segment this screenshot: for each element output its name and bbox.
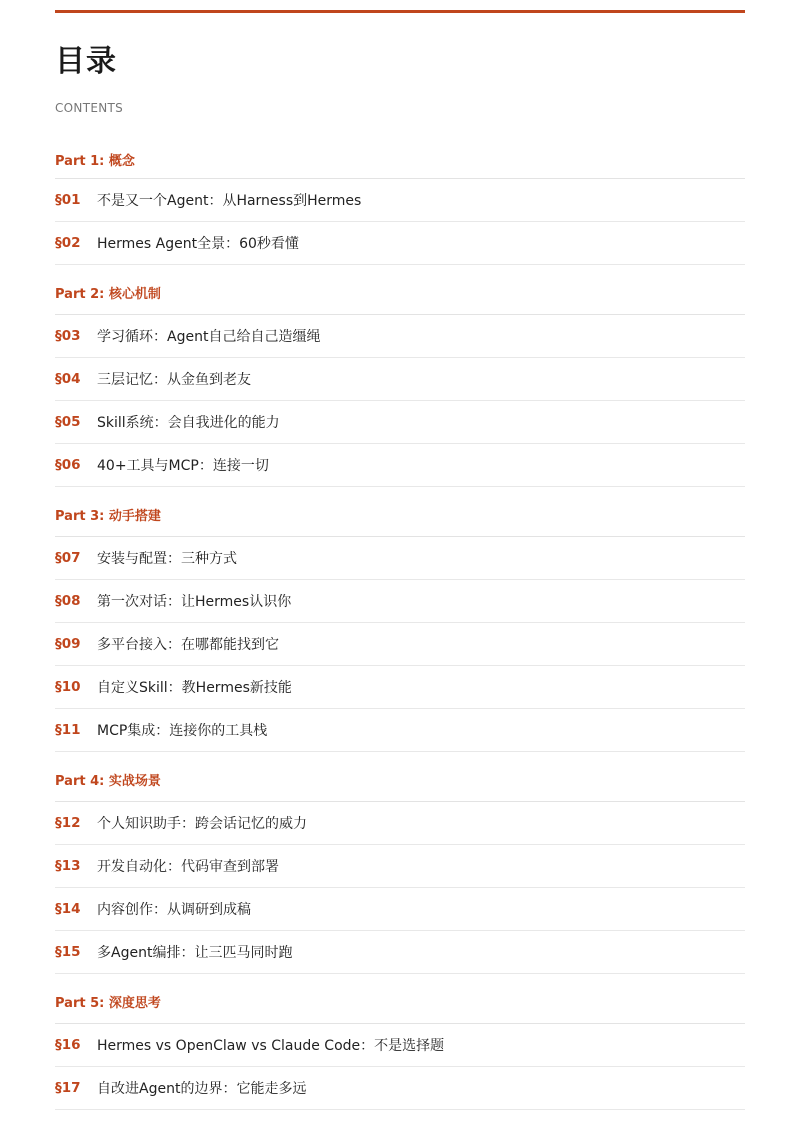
toc-entry[interactable] [55, 845, 745, 888]
part-heading: Part 5: 深度思考 [55, 983, 745, 1024]
section-number: §12 [55, 815, 81, 831]
toc-entry[interactable] [55, 709, 745, 752]
section-title: Skill系统：会自我进化的能力 [97, 415, 280, 431]
section-number: §03 [55, 328, 81, 344]
section-number: §10 [55, 679, 81, 695]
section-number: §17 [55, 1080, 81, 1096]
toc-entry[interactable] [55, 1067, 745, 1110]
toc-entry[interactable] [55, 179, 745, 222]
section-title: 三层记忆：从金鱼到老友 [97, 372, 251, 388]
page-title: 目录 [55, 44, 117, 79]
section-title: 多Agent编排：让三匹马同时跑 [97, 945, 293, 961]
section-number: §02 [55, 235, 81, 251]
section-number: §11 [55, 722, 81, 738]
toc-entry[interactable] [55, 1024, 745, 1067]
section-title: Hermes vs OpenClaw vs Claude Code：不是选择题 [97, 1038, 445, 1054]
section-number: §08 [55, 593, 81, 609]
toc-entry[interactable] [55, 802, 745, 845]
section-number: §07 [55, 550, 81, 566]
section-number: §13 [55, 858, 81, 874]
part-heading: Part 3: 动手搭建 [55, 496, 745, 537]
toc-entry[interactable] [55, 666, 745, 709]
table-of-contents [55, 147, 745, 1110]
section-number: §09 [55, 636, 81, 652]
section-number: §05 [55, 414, 81, 430]
toc-entry[interactable] [55, 401, 745, 444]
section-number: §15 [55, 944, 81, 960]
section-number: §01 [55, 192, 81, 208]
part-heading: Part 2: 核心机制 [55, 274, 745, 315]
toc-entry[interactable] [55, 931, 745, 974]
toc-entry[interactable] [55, 315, 745, 358]
toc-entry[interactable] [55, 444, 745, 487]
section-title: 开发自动化：代码审查到部署 [97, 859, 279, 875]
section-title: 多平台接入：在哪都能找到它 [97, 637, 279, 653]
toc-entry[interactable] [55, 358, 745, 401]
toc-entry[interactable] [55, 222, 745, 265]
section-title: 内容创作：从调研到成稿 [97, 902, 251, 918]
contents-page [55, 0, 745, 1110]
top-accent-rule [55, 10, 745, 13]
section-title: 自定义Skill：教Hermes新技能 [97, 680, 292, 696]
page-subtitle: CONTENTS [55, 101, 124, 115]
part-heading: Part 4: 实战场景 [55, 761, 745, 802]
toc-entry[interactable] [55, 888, 745, 931]
section-title: MCP集成：连接你的工具栈 [97, 723, 268, 739]
section-title: 安装与配置：三种方式 [97, 551, 237, 567]
section-number: §06 [55, 457, 81, 473]
toc-entry[interactable] [55, 580, 745, 623]
section-title: 不是又一个Agent：从Harness到Hermes [97, 193, 362, 209]
section-number: §16 [55, 1037, 81, 1053]
toc-entry[interactable] [55, 623, 745, 666]
section-title: Hermes Agent全景：60秒看懂 [97, 236, 299, 252]
section-title: 个人知识助手：跨会话记忆的威力 [97, 816, 307, 832]
toc-entry[interactable] [55, 537, 745, 580]
part-heading: Part 1: 概念 [55, 147, 745, 179]
section-number: §14 [55, 901, 81, 917]
section-title: 自改进Agent的边界：它能走多远 [97, 1081, 307, 1097]
section-title: 第一次对话：让Hermes认识你 [97, 594, 292, 610]
section-title: 学习循环：Agent自己给自己造缰绳 [97, 329, 321, 345]
section-title: 40+工具与MCP：连接一切 [97, 458, 269, 474]
section-number: §04 [55, 371, 81, 387]
